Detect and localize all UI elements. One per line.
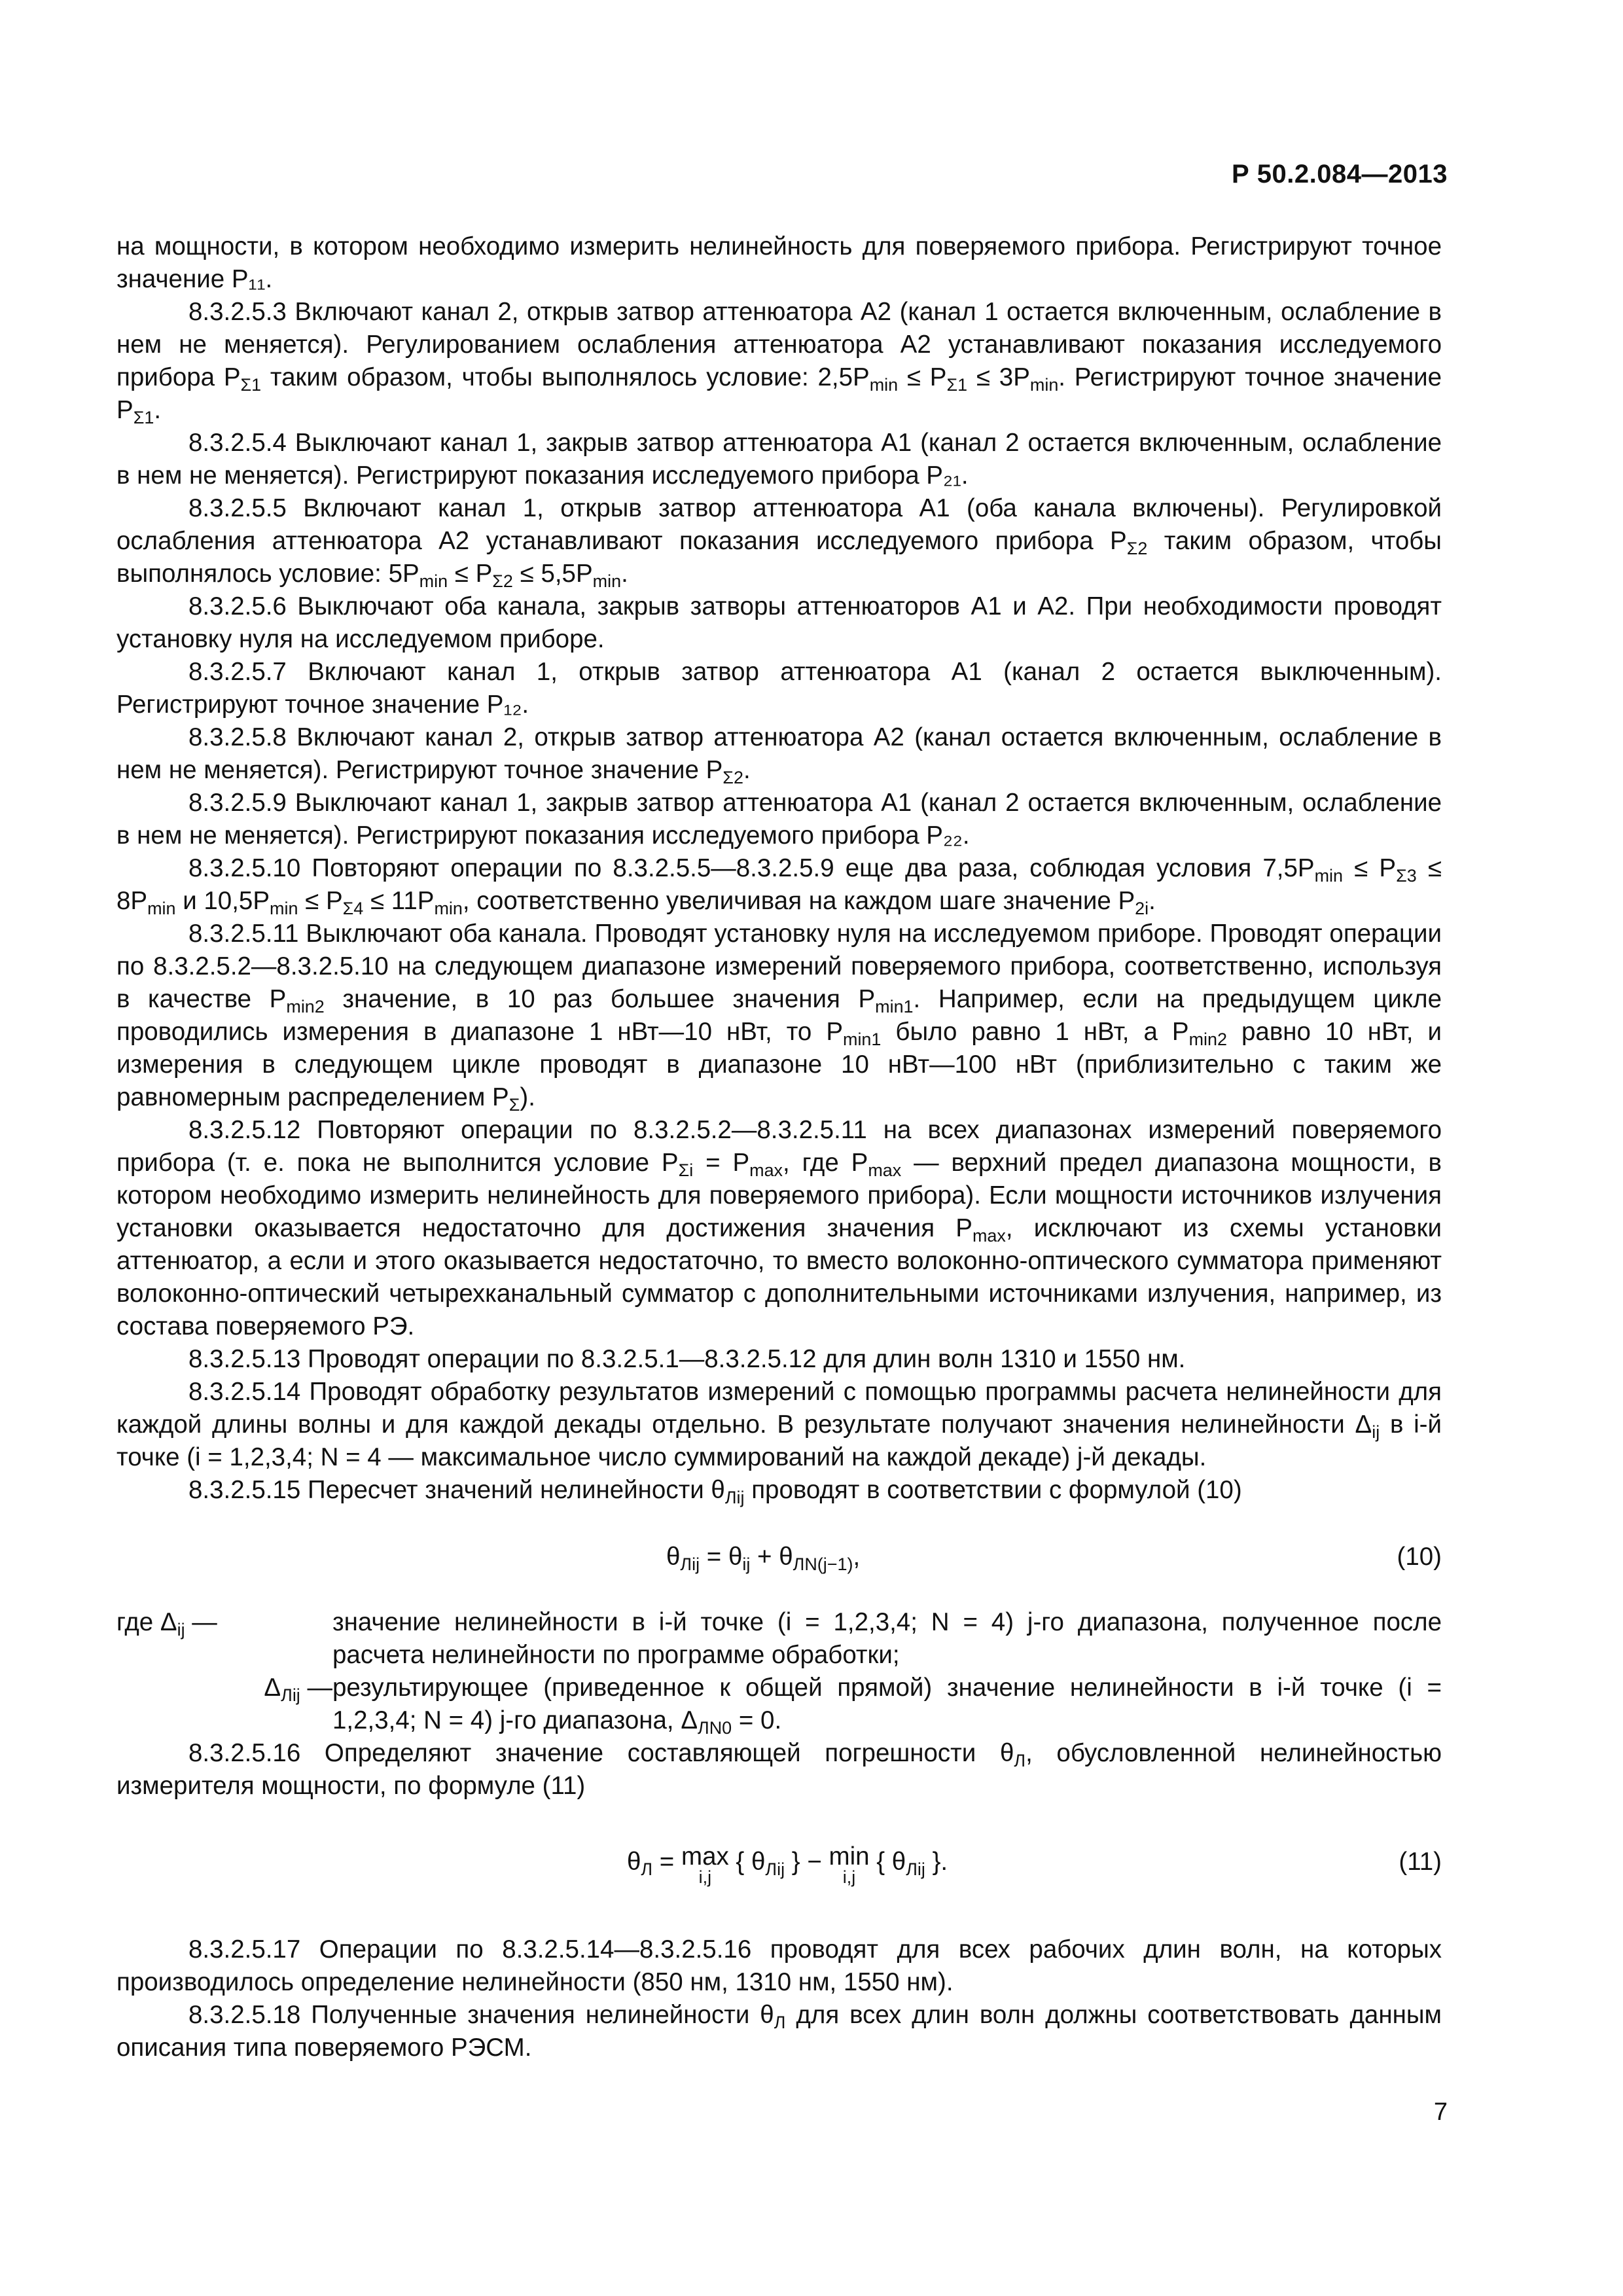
paragraph-8-3-2-5-10: 8.3.2.5.10 Повторяют операции по 8.3.2.5.5—8.3.2.5.9 еще два раза, соблюдая условия $7,5P_{min} \le P_{\Sigma 3} \le 8P_{min}$ и $10,5P_{min} \le P_{\Sigma 4} \le 11P_{min}$, соответственно увеличивая на каждом шаге значение $P_{2i}$. [116, 854, 1442, 919]
paragraph-8-3-2-5-15: 8.3.2.5.15 Пересчет значений нелинейности $\theta_{Лij}$ проводят в соответствии с формулой (10) [188, 1476, 1242, 1508]
paragraph-8-3-2-5-7: 8.3.2.5.7 Включают канал 1, открыв затвор аттенюатора А1 (канал 2 остается выключенным). Регистрируют точное значение P₁₂. [116, 658, 1442, 719]
formula-11 [116, 1826, 1442, 1911]
paragraph-8-3-2-5-18: 8.3.2.5.18 Полученные значения нелинейности $\theta_Л$ для всех длин волн должны соответствовать данным описания типа поверяемого РЭСМ. [116, 2001, 1442, 2062]
paragraph-8-3-2-5-8: 8.3.2.5.8 Включают канал 2, открыв затвор аттенюатора А2 (канал остается включенным, ослабление в нем не меняется). Регистрируют точное значение $P_{\Sigma 2}$. [116, 723, 1442, 788]
definition-term: $\Delta_{Лij}$ — [264, 1674, 332, 1706]
formula-11-expression: $\theta_Л = \max$ i,j { $\theta_{Лij}$ } − min i,j { $\theta_{Лij}$ }. [627, 1842, 948, 1887]
paragraph-8-3-2-5-6: 8.3.2.5.6 Выключают оба канала, закрыв затворы аттенюаторов А1 и А2. При необходимости проводят установку нуля на исследуемом приборе. [116, 592, 1442, 653]
paragraph-8-3-2-5-5: 8.3.2.5.5 Включают канал 1, открыв затвор аттенюатора А1 (оба канала включены). Регулировкой ослабления аттенюатора А2 устанавливают показания исследуемого прибора $P_{\Sigma 2}$ таким образом, чтобы выполнялось условие: $5P_{min} \le P_{\Sigma 2} \le 5,5P_{min}$. [116, 494, 1442, 592]
paragraph-8-3-2-5-14: 8.3.2.5.14 Проводят обработку результатов измерений с помощью программы расчета нелинейности для каждой длины волны и для каждой декады отдельно. В результате получают значения нелинейности $\Delta_{ij}$ в i-й точке (i = 1,2,3,4; N = 4 — максимальное число суммирований на каждой декаде) j-й декады. [116, 1378, 1442, 1471]
paragraph-8-3-2-5-4: 8.3.2.5.4 Выключают канал 1, закрыв затвор аттенюатора А1 (канал 2 остается включенным, ослабление в нем не меняется). Регистрируют показания исследуемого прибора P₂₁. [116, 429, 1442, 490]
definition-text: результирующее (приведенное к общей прямой) значение нелинейности в i-й точке (i = 1,2,3,4; N = 4) j-го диапазона, $\Delta_{ЛN0} = 0$. [332, 1674, 1442, 1738]
page-number: 7 [1433, 2098, 1448, 2126]
page-body [116, 230, 1442, 2064]
definitions-list [116, 1606, 1442, 1737]
paragraph-8-3-2-5-16: 8.3.2.5.16 Определяют значение составляющей погрешности $\theta_Л$, обусловленной нелинейностью измерителя мощности, по формуле (11) [116, 1739, 1442, 1800]
formula-10-number: (10) [1397, 1543, 1442, 1571]
definition-text: значение нелинейности в i-й точке (i = 1,2,3,4; N = 4) j-го диапазона, полученное после расчета нелинейности по программе обработки; [332, 1608, 1442, 1669]
paragraph-8-3-2-5-9: 8.3.2.5.9 Выключают канал 1, закрыв затвор аттенюатора А1 (канал 2 остается включенным, ослабление в нем не меняется). Регистрируют показания исследуемого прибора P₂₂. [116, 789, 1442, 850]
definition-term: где $\Delta_{ij}$ — [116, 1608, 217, 1640]
document-code: Р 50.2.084—2013 [1232, 160, 1448, 188]
paragraph-8-3-2-5-17: 8.3.2.5.17 Операции по 8.3.2.5.14—8.3.2.5.16 проводят для всех рабочих длин волн, на которых производилось определение нелинейности (850 нм, 1310 нм, 1550 нм). [116, 1935, 1442, 1996]
paragraph-continuation: на мощности, в котором необходимо измерить нелинейность для поверяемого прибора. Регистрируют точное значение P₁₁. [116, 232, 1442, 293]
paragraph-8-3-2-5-3: 8.3.2.5.3 Включают канал 2, открыв затвор аттенюатора А2 (канал 1 остается включенным, ослабление в нем не меняется). Регулированием ослабления аттенюатора А2 устанавливают показания исследуемого прибора $P_{\Sigma 1}$ таким образом, чтобы выполнялось условие: $2,5P_{min} \le P_{\Sigma 1} \le 3P_{min}$. Регистрируют точное значение $P_{\Sigma 1}$. [116, 298, 1442, 428]
definition-item [116, 1606, 1442, 1672]
paragraph-8-3-2-5-12: 8.3.2.5.12 Повторяют операции по 8.3.2.5.2—8.3.2.5.11 на всех диапазонах измерений поверяемого прибора (т. е. пока не выполнится условие $P_{\Sigma i} = P_{max}$, где $P_{max}$ — верхний предел диапазона мощности, в котором необходимо измерить нелинейность для поверяемого прибора). Если мощности источников излучения установки оказывается недостаточно для достижения значения $P_{max}$, исключают из схемы установки аттенюатор, а если и этого оказывается недостаточно, то вместо волоконно-оптического сумматора применяют волоконно-оптический четырехканальный сумматор с дополнительными источниками излучения, например, из состава поверяемого РЭ. [116, 1116, 1442, 1340]
formula-10-expression: $\theta_{Лij} = \theta_{ij} + \theta_{ЛN(j-1)}$, [666, 1543, 861, 1575]
definition-item [116, 1672, 1442, 1737]
paragraph-8-3-2-5-11: 8.3.2.5.11 Выключают оба канала. Проводят установку нуля на исследуемом приборе. Проводят операции по 8.3.2.5.2—8.3.2.5.10 на следующем диапазоне измерений поверяемого прибора, соответственно, используя в качестве $P_{min2}$ значение, в 10 раз большее значения $P_{min1}$. Например, если на предыдущем цикле проводились измерения в диапазоне 1 нВт—10 нВт, то $P_{min1}$ было равно 1 нВт, а $P_{min2}$ равно 10 нВт, и измерения в следующем цикле проводят в диапазоне 10 нВт—100 нВт (приблизительно с таким же равномерным распределением $P_\Sigma$). [116, 920, 1442, 1115]
formula-10 [116, 1522, 1442, 1588]
formula-11-number: (11) [1399, 1848, 1442, 1876]
paragraph-8-3-2-5-13: 8.3.2.5.13 Проводят операции по 8.3.2.5.1—8.3.2.5.12 для длин волн 1310 и 1550 нм. [188, 1345, 1186, 1373]
